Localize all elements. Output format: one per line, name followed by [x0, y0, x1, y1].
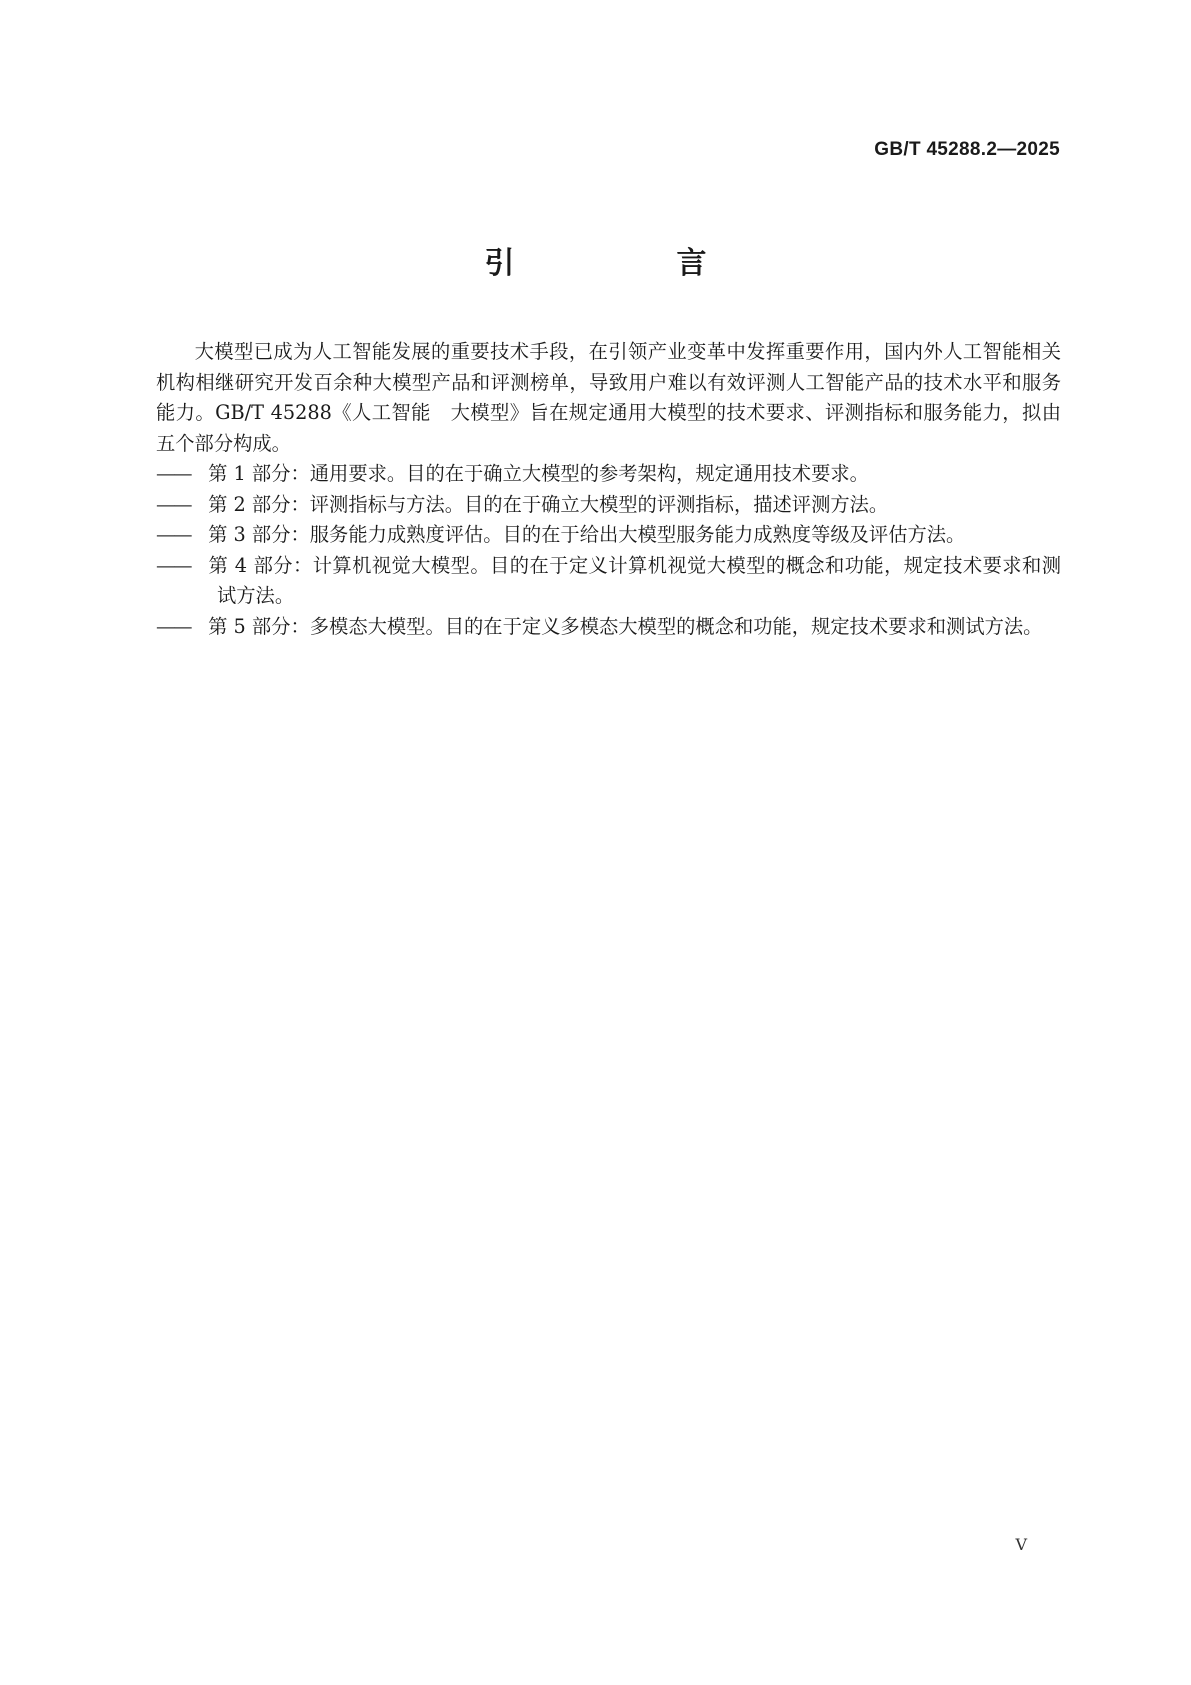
parts-list	[156, 459, 1061, 642]
list-item-part-5	[156, 612, 1061, 643]
list-dash: ——	[156, 614, 191, 638]
document-body	[156, 337, 1061, 642]
list-item-text: 第 1 部分：通用要求。目的在于确立大模型的参考架构，规定通用技术要求。	[208, 462, 869, 485]
page-title: 引 言	[484, 246, 773, 281]
list-item-part-4	[156, 551, 1061, 612]
intro-paragraph: 大模型已成为人工智能发展的重要技术手段，在引领产业变革中发挥重要作用，国内外人工智能相关机构相继研究开发百余种大模型产品和评测榜单，导致用户难以有效评测人工智能产品的技术水平和服务能力。GB/T 45288《人工智能 大模型》旨在规定通用大模型的技术要求、评测指标和服务能力，拟由五个部分构成。	[156, 340, 1061, 455]
list-dash: ——	[156, 553, 191, 577]
list-item-text: 第 5 部分：多模态大模型。目的在于定义多模态大模型的概念和功能，规定技术要求和测试方法。	[208, 614, 1043, 638]
list-item-part-1	[156, 459, 1061, 490]
list-item-text: 第 4 部分：计算机视觉大模型。目的在于定义计算机视觉大模型的概念和功能，规定技术要求和测试方法。	[208, 553, 1061, 607]
list-item-text: 第 3 部分：服务能力成熟度评估。目的在于给出大模型服务能力成熟度等级及评估方法。	[208, 523, 966, 546]
list-item-part-2	[156, 490, 1061, 521]
list-dash: ——	[156, 492, 191, 516]
list-item-text: 第 2 部分：评测指标与方法。目的在于确立大模型的评测指标，描述评测方法。	[208, 492, 889, 516]
page-number: V	[1015, 1535, 1027, 1554]
standard-number: GB/T 45288.2—2025	[874, 139, 1060, 160]
list-dash: ——	[156, 462, 191, 485]
list-item-part-3	[156, 520, 1061, 551]
list-dash: ——	[156, 523, 191, 546]
